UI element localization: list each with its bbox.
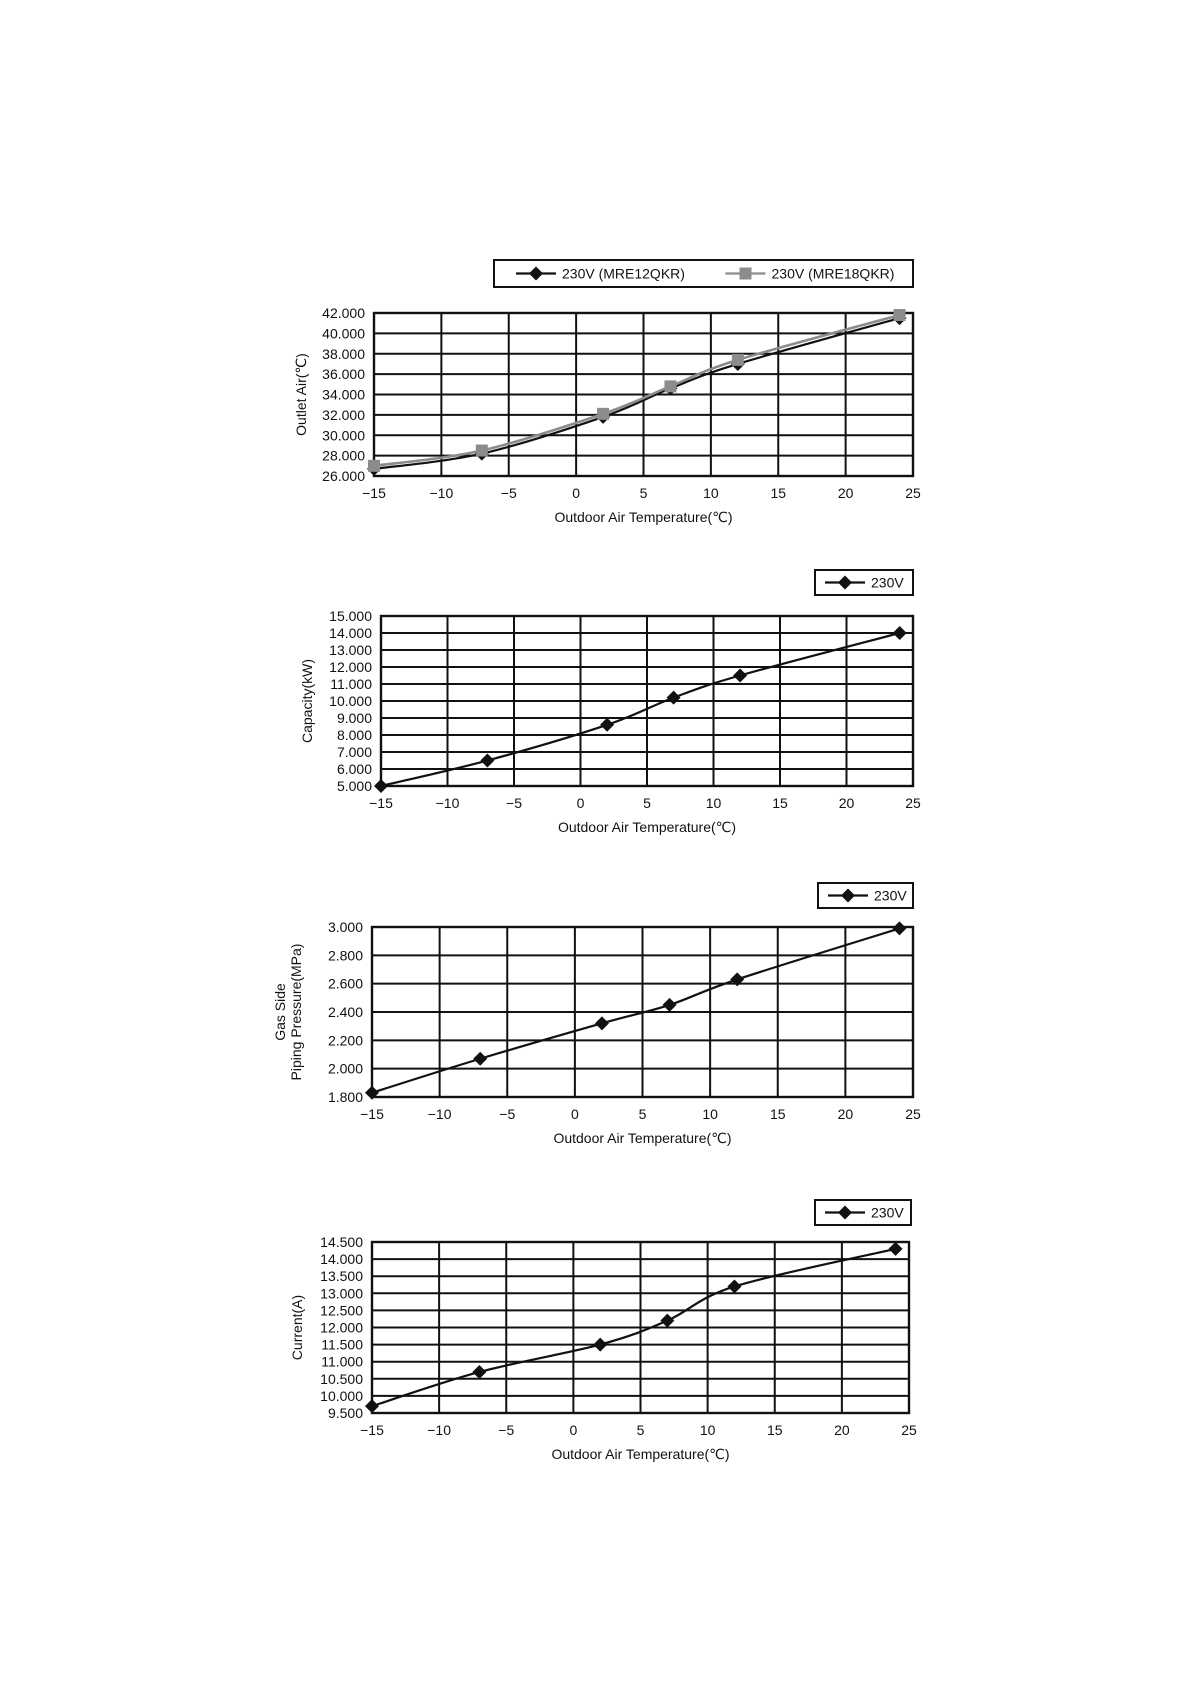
y-tick-label: 26.000: [322, 468, 365, 484]
data-point: [480, 754, 494, 768]
x-tick-label: 10: [699, 1422, 716, 1438]
legend-label: 230V: [871, 574, 904, 591]
data-point: [473, 1052, 487, 1066]
legend-marker: [740, 268, 752, 280]
x-tick-label: −10: [429, 485, 454, 501]
y-tick-label: 5.000: [336, 778, 372, 794]
y-tick-label: 28.000: [322, 447, 365, 464]
y-tick-label: 42.000: [322, 305, 365, 321]
x-tick-label: 10: [703, 485, 719, 501]
y-tick-label: 38.000: [322, 345, 365, 362]
legend: [815, 570, 913, 595]
y-tick-label: 15.000: [329, 608, 372, 624]
y-tick-label: 7.000: [336, 744, 372, 760]
y-tick-label: 12.000: [329, 659, 372, 675]
y-tick-label: 10.500: [320, 1370, 363, 1387]
x-tick-label: −5: [499, 1106, 516, 1122]
data-point: [732, 354, 744, 366]
y-axis-title: Capacity(kW): [299, 658, 315, 744]
data-point: [663, 998, 677, 1012]
data-point: [892, 921, 906, 935]
x-tick-label: 0: [569, 1422, 578, 1438]
x-tick-label: −15: [360, 1106, 384, 1122]
x-tick-label: 15: [769, 1106, 786, 1122]
x-tick-label: −5: [500, 485, 517, 501]
y-axis-title: Piping Pressure(MPa): [288, 943, 304, 1081]
y-tick-label: 12.500: [320, 1302, 363, 1319]
legend-label: 230V (MRE18QKR): [771, 265, 895, 282]
x-tick-label: −15: [360, 1422, 384, 1438]
x-tick-label: −5: [498, 1422, 515, 1438]
chart-2: [299, 570, 921, 835]
y-tick-label: 11.000: [330, 676, 372, 692]
x-tick-label: 15: [770, 485, 787, 501]
x-tick-label: 20: [834, 1422, 850, 1438]
x-tick-label: 0: [576, 795, 585, 811]
x-tick-label: 5: [643, 795, 651, 811]
x-tick-label: 0: [570, 1106, 579, 1122]
y-tick-label: 8.000: [336, 727, 372, 743]
x-tick-label: 15: [766, 1422, 783, 1438]
data-point: [733, 669, 747, 683]
y-tick-label: 14.500: [320, 1234, 363, 1250]
chart-1: [293, 260, 921, 525]
data-point: [476, 445, 488, 457]
series-line: [381, 633, 900, 786]
y-tick-label: 2.600: [327, 975, 363, 992]
data-point: [667, 691, 681, 705]
y-tick-label: 10.000: [329, 693, 372, 709]
x-axis-title: Outdoor Air Temperature(℃): [551, 1446, 730, 1462]
data-point: [893, 626, 907, 640]
y-axis-title: Outlet Air(℃): [293, 353, 309, 436]
x-tick-label: −10: [435, 795, 460, 811]
x-tick-label: 25: [905, 795, 921, 811]
y-tick-label: 11.000: [321, 1353, 363, 1370]
y-tick-label: 2.800: [327, 947, 363, 964]
series-line: [374, 318, 900, 469]
data-point: [889, 1242, 903, 1256]
x-tick-label: 10: [702, 1106, 718, 1122]
y-tick-label: 2.400: [327, 1004, 363, 1020]
x-tick-label: 5: [636, 1422, 645, 1438]
x-tick-label: 25: [905, 485, 921, 501]
data-point: [472, 1365, 486, 1379]
chart-3: [272, 883, 921, 1146]
y-tick-label: 2.000: [327, 1060, 363, 1077]
legend: [494, 260, 913, 287]
x-tick-label: −15: [362, 485, 386, 501]
y-tick-label: 12.000: [320, 1319, 363, 1336]
y-tick-label: 34.000: [322, 386, 365, 403]
legend-label: 230V (MRE12QKR): [562, 265, 685, 282]
x-tick-label: 5: [638, 1106, 647, 1122]
data-point: [660, 1314, 674, 1328]
x-tick-label: 10: [705, 795, 722, 811]
series-line: [374, 315, 900, 466]
legend-label: 230V: [874, 887, 907, 904]
x-tick-label: −15: [369, 795, 393, 811]
y-tick-label: 32.000: [322, 406, 365, 423]
data-point: [727, 1279, 741, 1293]
legend-label: 230V: [871, 1204, 904, 1221]
x-tick-label: −5: [506, 795, 522, 811]
y-tick-label: 14.000: [320, 1251, 363, 1268]
x-tick-label: 20: [837, 1106, 854, 1122]
y-tick-label: 11.500: [321, 1336, 363, 1353]
y-tick-label: 3.000: [327, 919, 363, 935]
y-tick-label: 36.000: [322, 366, 365, 383]
x-tick-label: 20: [838, 795, 855, 811]
y-tick-label: 6.000: [336, 761, 372, 777]
y-axis-title: Gas Side: [272, 983, 288, 1041]
y-tick-label: 40.000: [322, 325, 365, 342]
x-tick-label: 25: [901, 1422, 917, 1438]
data-point: [368, 460, 380, 472]
data-point: [593, 1338, 607, 1352]
y-tick-label: 14.000: [329, 625, 372, 641]
y-axis-title: Current(A): [289, 1294, 305, 1361]
x-tick-label: 20: [837, 485, 854, 501]
y-tick-label: 13.000: [320, 1285, 363, 1302]
y-tick-label: 13.500: [320, 1268, 363, 1285]
data-point: [365, 1399, 379, 1413]
y-tick-label: 10.000: [320, 1387, 363, 1404]
x-tick-label: 15: [772, 795, 788, 811]
x-axis-title: Outdoor Air Temperature(℃): [554, 509, 733, 525]
data-point: [597, 408, 609, 420]
y-tick-label: 9.500: [327, 1405, 363, 1421]
data-point: [894, 309, 906, 321]
x-axis-title: Outdoor Air Temperature(℃): [557, 819, 737, 835]
y-tick-label: 13.000: [329, 642, 372, 658]
x-tick-label: −10: [427, 1422, 451, 1438]
x-tick-label: −10: [427, 1106, 452, 1122]
legend: [815, 1200, 911, 1225]
data-point: [664, 380, 676, 392]
y-tick-label: 1.800: [327, 1089, 363, 1105]
y-tick-label: 30.000: [322, 427, 365, 444]
data-point: [600, 718, 614, 732]
x-tick-label: 25: [905, 1106, 921, 1122]
y-tick-label: 2.200: [327, 1032, 363, 1049]
y-tick-label: 9.000: [336, 710, 372, 726]
chart-4: [289, 1200, 917, 1462]
legend: [818, 883, 913, 908]
data-point: [374, 779, 388, 793]
data-point: [595, 1016, 609, 1030]
x-tick-label: 5: [639, 485, 648, 501]
x-tick-label: 0: [572, 485, 581, 501]
x-axis-title: Outdoor Air Temperature(℃): [553, 1130, 732, 1146]
